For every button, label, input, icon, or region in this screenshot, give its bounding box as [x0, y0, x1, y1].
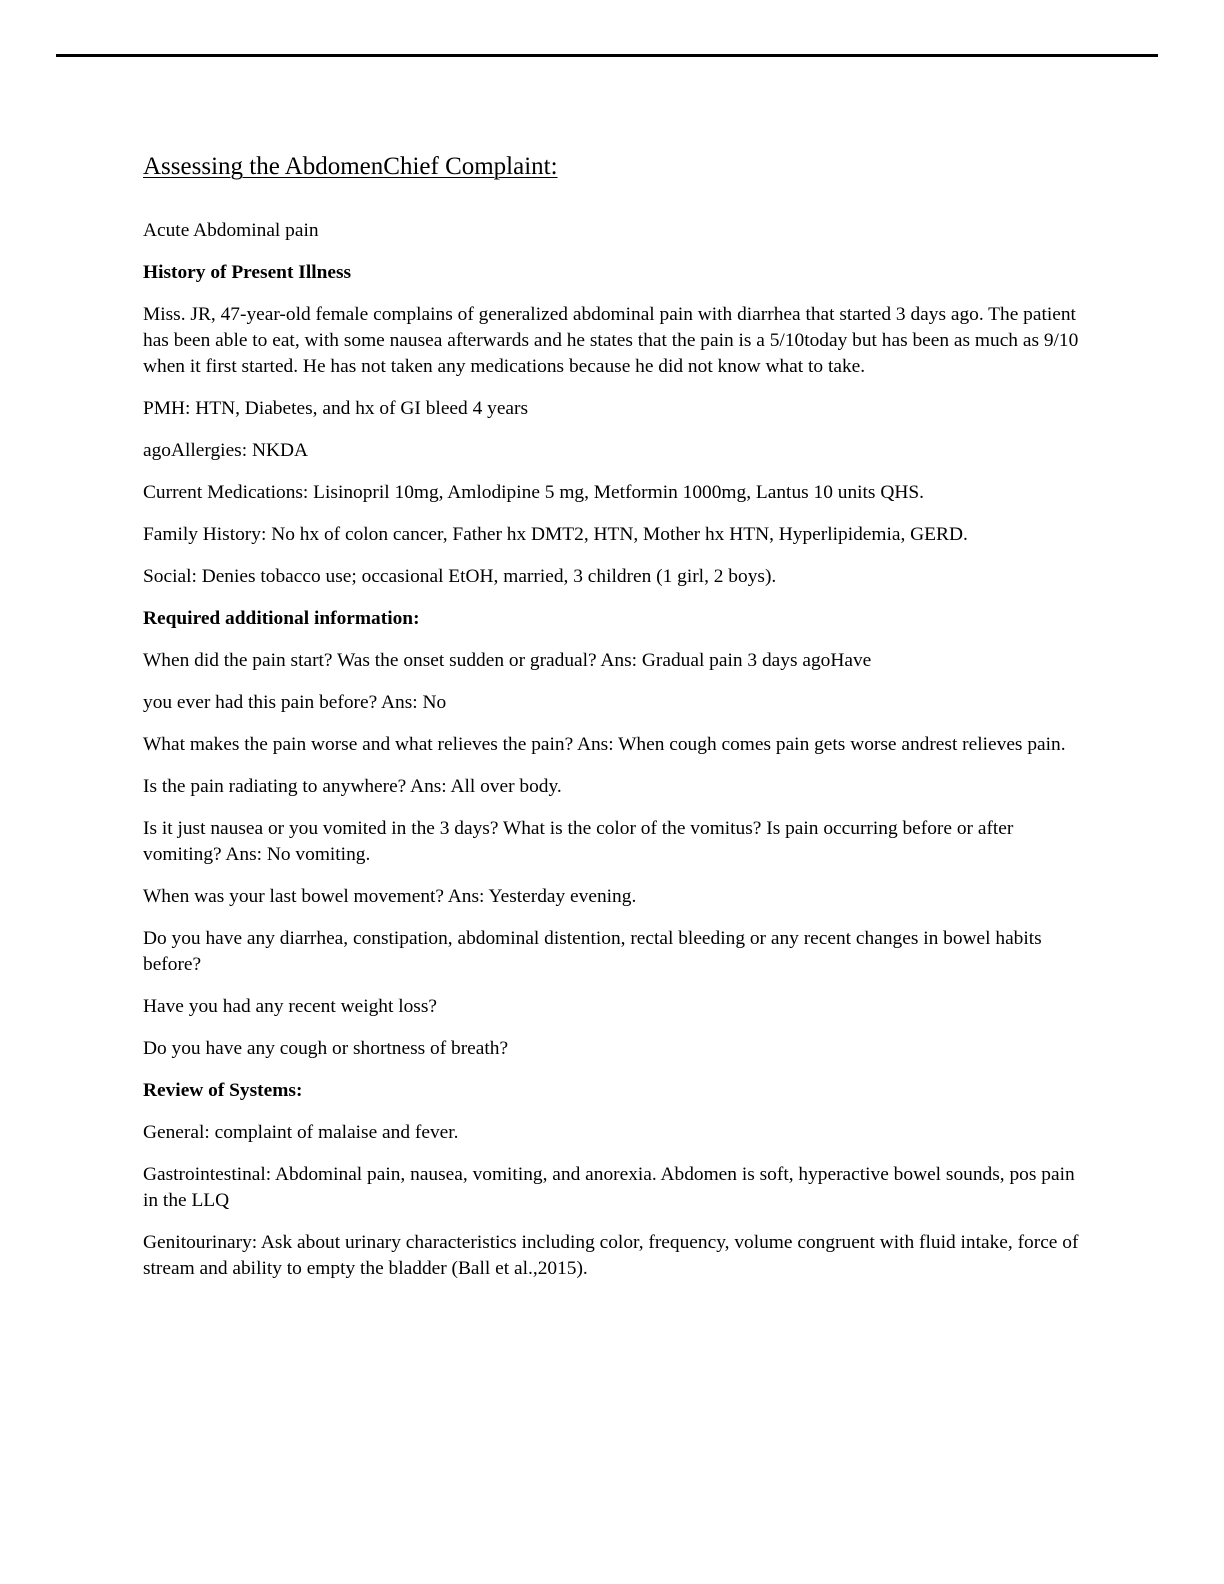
- additional-info-heading: Required additional information:: [143, 608, 420, 629]
- document-title: Assessing the AbdomenChief Complaint:: [143, 153, 558, 180]
- question-item: Have you had any recent weight loss?: [143, 996, 437, 1017]
- hpi-heading: History of Present Illness: [143, 262, 352, 283]
- hpi-text: Miss. JR, 47-year-old female complains of generalized abdominal pain with diarrhea that started 3 days ago. The patient has been able to eat, with some nausea afterwards and he states that the pain is a 5/10today but has been as much as 9/10 when it first started. He has not taken any medications because he did not know what to take.: [143, 304, 1079, 377]
- chief-complaint: Acute Abdominal pain: [143, 220, 319, 241]
- question-item: What makes the pain worse and what relieves the pain? Ans: When cough comes pain gets worse andrest relieves pain.: [143, 734, 1066, 755]
- pmh-line: PMH: HTN, Diabetes, and hx of GI bleed 4 years: [143, 398, 529, 419]
- medications-line: Current Medications: Lisinopril 10mg, Amlodipine 5 mg, Metformin 1000mg, Lantus 10 units QHS.: [143, 482, 924, 503]
- question-item: When was your last bowel movement? Ans: Yesterday evening.: [143, 886, 637, 907]
- document-body: [143, 150, 1083, 1298]
- question-item: Do you have any cough or shortness of breath?: [143, 1038, 509, 1059]
- allergies-line: agoAllergies: NKDA: [143, 440, 308, 461]
- family-history-line: Family History: No hx of colon cancer, Father hx DMT2, HTN, Mother hx HTN, Hyperlipidemia, GERD.: [143, 524, 968, 545]
- question-item: you ever had this pain before? Ans: No: [143, 692, 447, 713]
- ros-item: Gastrointestinal: Abdominal pain, nausea, vomiting, and anorexia. Abdomen is soft, hyperactive bowel sounds, pos pain in the LLQ: [143, 1164, 1075, 1211]
- question-item: Do you have any diarrhea, constipation, abdominal distention, rectal bleeding or any recent changes in bowel habits before?: [143, 928, 1042, 975]
- header-rule: [56, 54, 1158, 57]
- ros-item: Genitourinary: Ask about urinary characteristics including color, frequency, volume congruent with fluid intake, force of stream and ability to empty the bladder (Ball et al.,2015).: [143, 1232, 1079, 1279]
- ros-heading: Review of Systems:: [143, 1080, 303, 1101]
- ros-item: General: complaint of malaise and fever.: [143, 1122, 459, 1143]
- question-item: When did the pain start? Was the onset sudden or gradual? Ans: Gradual pain 3 days agoHave: [143, 650, 872, 671]
- question-item: Is the pain radiating to anywhere? Ans: All over body.: [143, 776, 562, 797]
- social-line: Social: Denies tobacco use; occasional EtOH, married, 3 children (1 girl, 2 boys).: [143, 566, 777, 587]
- question-item: Is it just nausea or you vomited in the 3 days? What is the color of the vomitus? Is pain occurring before or after vomiting? Ans: No vomiting.: [143, 818, 1014, 865]
